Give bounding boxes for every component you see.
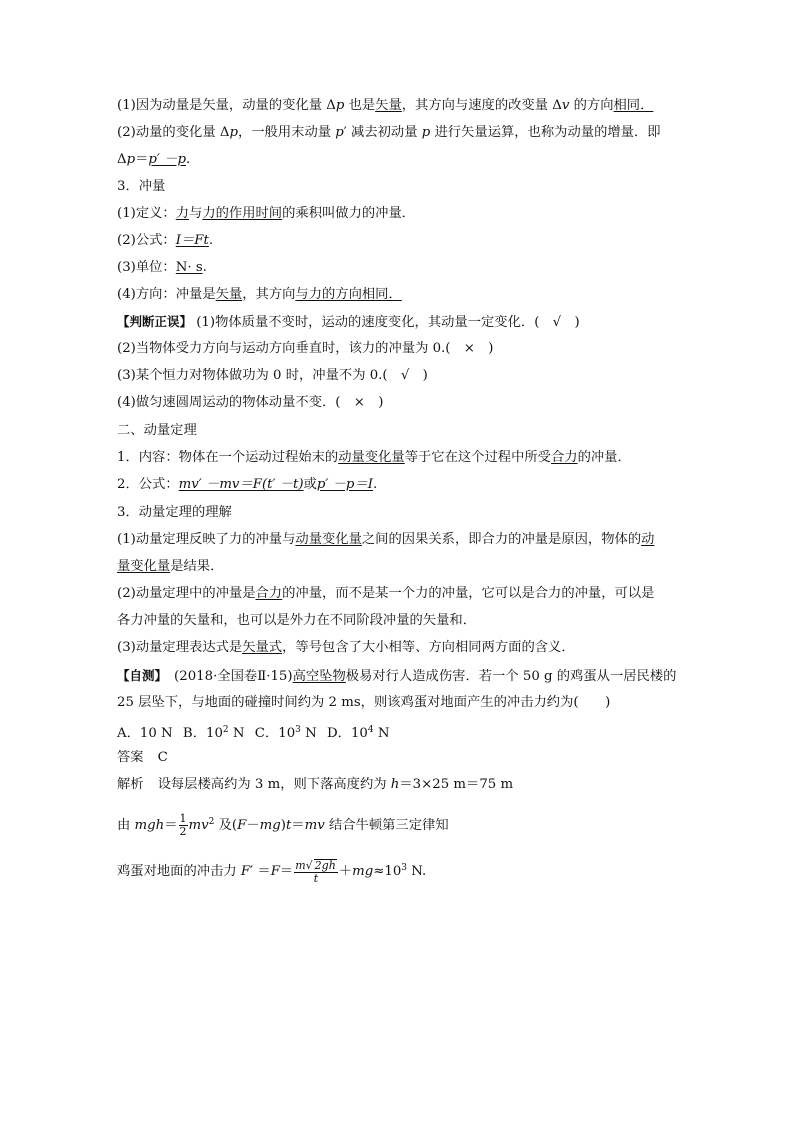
var: mv <box>304 818 325 833</box>
text: N <box>300 726 317 741</box>
selftest-line-2: 25 层坠下，与地面的碰撞时间约为 2 ms，则该鸡蛋对地面产生的冲击力约为( ) <box>117 695 611 710</box>
para-understanding-2b: 各力冲量的矢量和，也可以是外力在不同阶段冲量的矢量和． <box>117 613 477 628</box>
text: 也是 <box>344 98 376 113</box>
heading-impulse: 3．冲量 <box>117 179 166 194</box>
para-theorem-content <box>117 449 682 467</box>
judge-q3: (3)某个恒力对物体做功为 0 时，冲量不为 0.( √ ) <box>117 368 428 383</box>
var-p: p <box>335 98 345 113</box>
text: N <box>373 726 390 741</box>
judge-tag: 【判断正误】 <box>117 314 193 329</box>
judge-q1 <box>117 313 682 332</box>
fraction-half <box>179 813 188 838</box>
underlined-answer: 相同． <box>613 98 654 113</box>
text: 的冲量． <box>577 450 631 465</box>
text: 极易对行人造成伤害．若一个 50 g 的鸡蛋从一居民楼的 <box>345 669 677 684</box>
text: (2)公式： <box>117 233 176 248</box>
text: 及( <box>214 818 238 833</box>
text: (3)单位： <box>117 260 176 275</box>
underlined-answer: 量变化量 <box>117 559 171 574</box>
text: 设每层楼高约为 3 m，则下落高度约为 <box>157 777 391 792</box>
underlined-answer: mv′ －mv＝F(t′ －t) <box>178 477 304 492</box>
option-d <box>327 726 390 741</box>
judge-q2: (2)当物体受力方向与运动方向垂直时，该力的冲量为 0.( × ) <box>117 341 494 356</box>
answer-value: C <box>157 750 168 765</box>
var: mgh <box>134 818 165 833</box>
para-impulse-direction <box>117 286 682 304</box>
option-b <box>183 726 245 741</box>
exponent: 4 <box>367 725 374 735</box>
text: (1)动量定理反映了力的冲量与 <box>117 532 296 547</box>
var: mg <box>259 818 281 833</box>
var: F <box>270 864 280 879</box>
var: F <box>237 818 247 833</box>
text: (4)方向：冲量是 <box>117 287 216 302</box>
var: mg <box>352 864 374 879</box>
text: 1．内容：物体在一个运动过程始末的 <box>117 450 339 465</box>
text: (2)动量的变化量 Δ <box>117 125 230 140</box>
exponent: 2 <box>208 817 215 827</box>
exponent: 3 <box>401 863 408 873</box>
judge-q4: (4)做匀速圆周运动的物体动量不变．( × ) <box>117 395 384 410</box>
text: 等于它在这个过程中所受 <box>404 450 551 465</box>
para-momentum-increment-formula <box>117 151 682 169</box>
answer-label: 答案 <box>117 750 144 765</box>
para-impulse-formula <box>117 232 682 250</box>
text: . <box>202 260 207 275</box>
fraction-impact-force <box>294 859 338 885</box>
heading-theorem-understanding: 3．动量定理的理解 <box>117 505 232 520</box>
para-theorem-formula <box>117 476 682 494</box>
underlined-answer: 矢量式 <box>242 640 283 655</box>
underlined-answer: 合力 <box>255 586 283 601</box>
underlined-answer: 高空坠物 <box>292 669 346 684</box>
option-a: A．10 N <box>117 726 173 741</box>
text: Δ <box>117 152 127 167</box>
underlined-answer: 与力的方向相同． <box>295 287 402 302</box>
analysis-label: 解析 <box>117 777 144 792</box>
text: 鸡蛋对地面的冲击力 <box>117 864 241 879</box>
text: ) <box>280 818 286 833</box>
text: (3)动量定理表达式是 <box>117 640 243 655</box>
denominator: 2 <box>179 825 187 838</box>
text: 进行矢量运算，也称为动量的增量．即 <box>430 125 661 140</box>
para-momentum-increment <box>117 124 682 142</box>
text: C．10 <box>254 726 296 741</box>
para-understanding-1a <box>117 531 682 549</box>
text: (1)因为动量是矢量，动量的变化量 Δ <box>117 98 336 113</box>
para-impulse-unit <box>117 259 682 277</box>
text: 的乘积叫做力的冲量． <box>282 206 416 221</box>
exponent: 2 <box>222 725 229 735</box>
underlined-answer: 动 <box>641 532 655 547</box>
text: 或 <box>303 477 317 492</box>
underlined-answer: 矢量 <box>375 98 402 113</box>
text: 的方向 <box>569 98 614 113</box>
text: ＝ <box>164 818 178 833</box>
var-p: p <box>421 125 431 140</box>
text: 与 <box>189 206 203 221</box>
selftest-line-1 <box>117 667 682 686</box>
numerator: 1 <box>179 812 187 825</box>
text: (2)动量定理中的冲量是 <box>117 586 256 601</box>
text: ′ ＝ <box>250 864 271 879</box>
text: (2018·全国卷Ⅱ·15) <box>160 669 293 684</box>
radicand: 2gh <box>314 858 336 872</box>
answer-line <box>117 749 682 767</box>
var-h: h <box>390 777 400 792</box>
text: . <box>373 477 378 492</box>
underlined-answer: I＝Ft <box>175 233 209 248</box>
selftest-tag: 【自测】 <box>117 668 161 683</box>
text: (1)定义： <box>117 206 176 221</box>
text: 是结果． <box>170 559 224 574</box>
text: ，其方向与速度的改变量 Δ <box>401 98 562 113</box>
analysis-line-1 <box>117 776 682 794</box>
var-p: p <box>335 125 344 140</box>
para-momentum-change-vector <box>117 97 682 115</box>
para-understanding-3 <box>117 639 682 657</box>
text: ′ 减去初动量 <box>343 125 422 140</box>
text: ＝ <box>135 152 149 167</box>
var: F <box>240 864 251 879</box>
var: mv <box>188 818 209 833</box>
para-understanding-1b <box>117 558 682 576</box>
option-c <box>255 726 317 741</box>
text: B．10 <box>182 726 223 741</box>
selftest-options <box>117 721 682 743</box>
text: ，其方向 <box>242 287 296 302</box>
text: － <box>246 818 260 833</box>
text: N <box>228 726 245 741</box>
text: . <box>186 152 191 167</box>
text: 结合牛顿第三定律知 <box>324 818 449 833</box>
text: 2．公式： <box>117 477 179 492</box>
text: ＝ <box>279 864 294 879</box>
underlined-answer: 动量变化量 <box>338 450 405 465</box>
text: D．10 <box>327 726 368 741</box>
underlined-answer: 动量变化量 <box>295 532 362 547</box>
var-p: p <box>126 152 136 167</box>
underlined-answer: p′ －p <box>148 152 186 167</box>
text: ，等号包含了大小相等、方向相同两方面的含义． <box>282 640 575 655</box>
text: 之间的因果关系，即合力的冲量是原因，物体的 <box>361 532 642 547</box>
para-understanding-2a <box>117 585 682 603</box>
text: ≈10 <box>373 864 402 879</box>
underlined-answer: p′ －p＝I <box>316 477 373 492</box>
exponent: 3 <box>295 725 301 735</box>
underlined-answer: 力的作用时间 <box>202 206 283 221</box>
text: ＝3×25 m＝75 m <box>399 777 514 792</box>
text: (1)物体质量不变时，运动的速度变化，其动量一定变化．( √ ) <box>192 315 580 330</box>
text: . <box>208 233 214 248</box>
text: ＝ <box>291 818 305 833</box>
text: ＋ <box>338 864 353 879</box>
denominator: t <box>313 871 319 885</box>
underlined-answer: 力 <box>175 206 190 221</box>
numerator: m√ 2gh <box>295 858 336 872</box>
var: m <box>295 858 306 872</box>
section-title-momentum-theorem: 二、动量定理 <box>117 423 197 438</box>
var: t <box>285 818 292 833</box>
underlined-answer: 合力 <box>550 450 578 465</box>
text: N. <box>407 864 427 879</box>
text: 的冲量，而不是某一个力的冲量，它可以是合力的冲量，可以是 <box>282 586 655 601</box>
analysis-line-3 <box>117 853 682 887</box>
var-v: v <box>561 98 570 113</box>
para-impulse-definition <box>117 205 682 223</box>
text: 由 <box>117 818 135 833</box>
analysis-line-2 <box>117 809 682 839</box>
underlined-answer: 矢量 <box>215 287 243 302</box>
text: ，一般用末动量 <box>237 125 336 140</box>
var-p: p <box>229 125 238 140</box>
underlined-answer: N· s <box>175 260 203 275</box>
